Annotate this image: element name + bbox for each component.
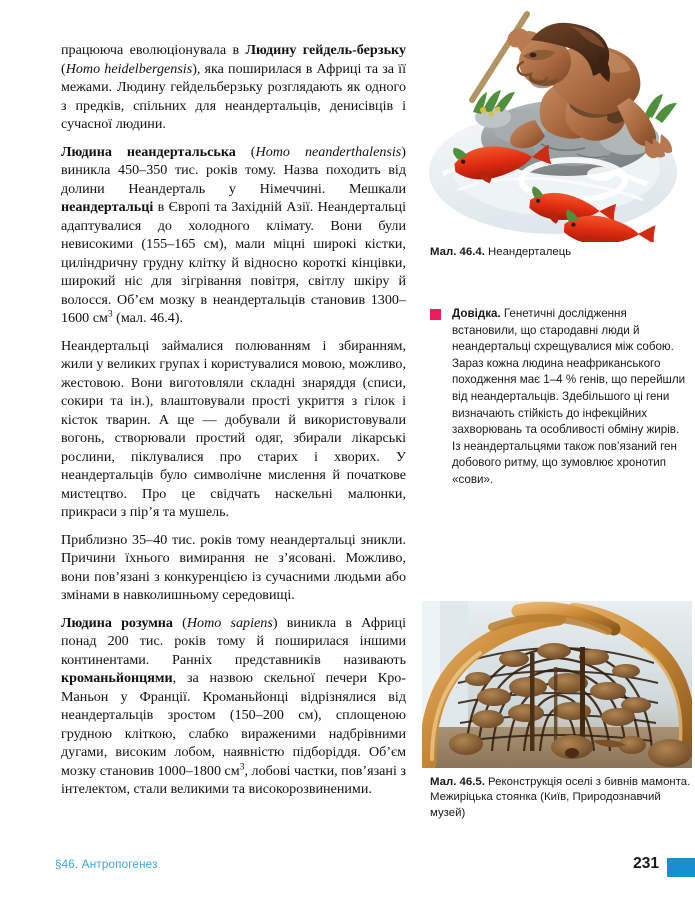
dovidka-note xyxy=(430,306,688,489)
dovidka-body: Генетичні дослідження встановили, що стародавні люди й неандертальці схрещувалися між собою. Зараз кожна людина неафриканського походження має 1–4 % генів, що перейшли від неандертальців. Здебільшого ці гени визначають стійкість до інфекційних захворювань та особливості обміну жирів. Із неандертальцями також пов’язаний ген добового ритму, що зумовлює хронотип «сови». xyxy=(452,307,686,486)
figure-46-4-illustration xyxy=(423,4,691,242)
figure-46-5-photo xyxy=(422,601,692,768)
paragraph-homo-sapiens: Людина розумна (Homo sapiens) виникла в Африці понад 200 тис. років тому й поширилася іншими континентами. Ранніх представників називають кроманьйонцями, за назвою скельної печери Кро-Маньон у Франції. Кроманьйонці відрізнялися від неандертальців зростом (150–200 см), сплощеною грудною кліткою, слабко вираженими надбрівними дугами, високим лобом, наявністю підборіддя. Об’єм мозку становив 1000–1800 $см^3$, лобові частки, пов’язані з інтелектом, стали великими та високорозвиненими. xyxy=(61,614,406,797)
dovidka-text xyxy=(452,306,688,489)
paragraph-neanderthal-culture: Неандертальці займалися полюванням і збиранням, жили у великих групах і користувалися мовою, можливо, жестовою. Вони виготовляли складні знаряддя (списи, сокири та ін.), влаштовували прості укриття з гілок і кісток тварин. А ще — добували й використовували вогонь, створювали простий одяг, збирали лікарські рослини, піклувалися про старих і хворих. У неандертальців було символічне мислення й початкове мистецтво. Про це свідчать наскельні малюнки, прикраси з пір’я та мушель. xyxy=(61,337,406,520)
figure-46-5-label: Мал. 46.5. xyxy=(430,776,485,788)
paragraph-neanderthalensis: Людина неандертальська (Homo neanderthalensis) виникла 450–350 тис. років тому. Назва походить від долини Неандерталь у Німеччині. Мешкали неандертальці в Європі та Західній Азії. Неандертальці адаптувалися до холодного клімату. Вони були невисокими (155–165 см), мали міцні широкі кістки, циліндричну грудну клітку й відносно короткі кінцівки, широкий ніс для зігрівання повітря, світлу шкіру й волосся. Об’єм мозку в неандертальців становив 1300–1600 $см^3$ (мал. 46.4). xyxy=(61,143,406,326)
paragraph-heidelbergensis: працююча еволюціонувала в Людину гейдель-берзьку (Homo heidelbergensis), яка поширилася в Африці та за її межами. Людину гейдельберзьку розглядають як одного з предків, спільних для неандертальців, денисівців і сучасної людини. xyxy=(61,42,406,132)
footer-section-title: §46. Антропогенез xyxy=(55,858,158,871)
paragraph-neanderthal-extinction: Приблизно 35–40 тис. років тому неандертальці зникли. Причини їхнього вимирання не з’ясовані. Можливо, вони пов’язані з конкуренцією із сучасними людьми або змінами в навколишньому середовищі. xyxy=(61,531,406,603)
page-number: 231 xyxy=(633,855,659,872)
figure-46-4-caption xyxy=(430,245,692,260)
pink-square-marker-icon xyxy=(430,309,441,320)
figure-46-4-caption-text: Неандерталець xyxy=(484,246,572,258)
footer-blue-block xyxy=(667,858,695,877)
main-text-column xyxy=(61,41,406,799)
figure-46-5-caption xyxy=(430,775,692,821)
dovidka-label: Довідка. xyxy=(452,307,501,320)
figure-46-5-caption-text: Реконструкція оселі з бивнів мамонта. Межиріцька стоянка (Київ, Природознавчий музей) xyxy=(430,776,691,819)
figure-46-4-label: Мал. 46.4. xyxy=(430,246,485,258)
